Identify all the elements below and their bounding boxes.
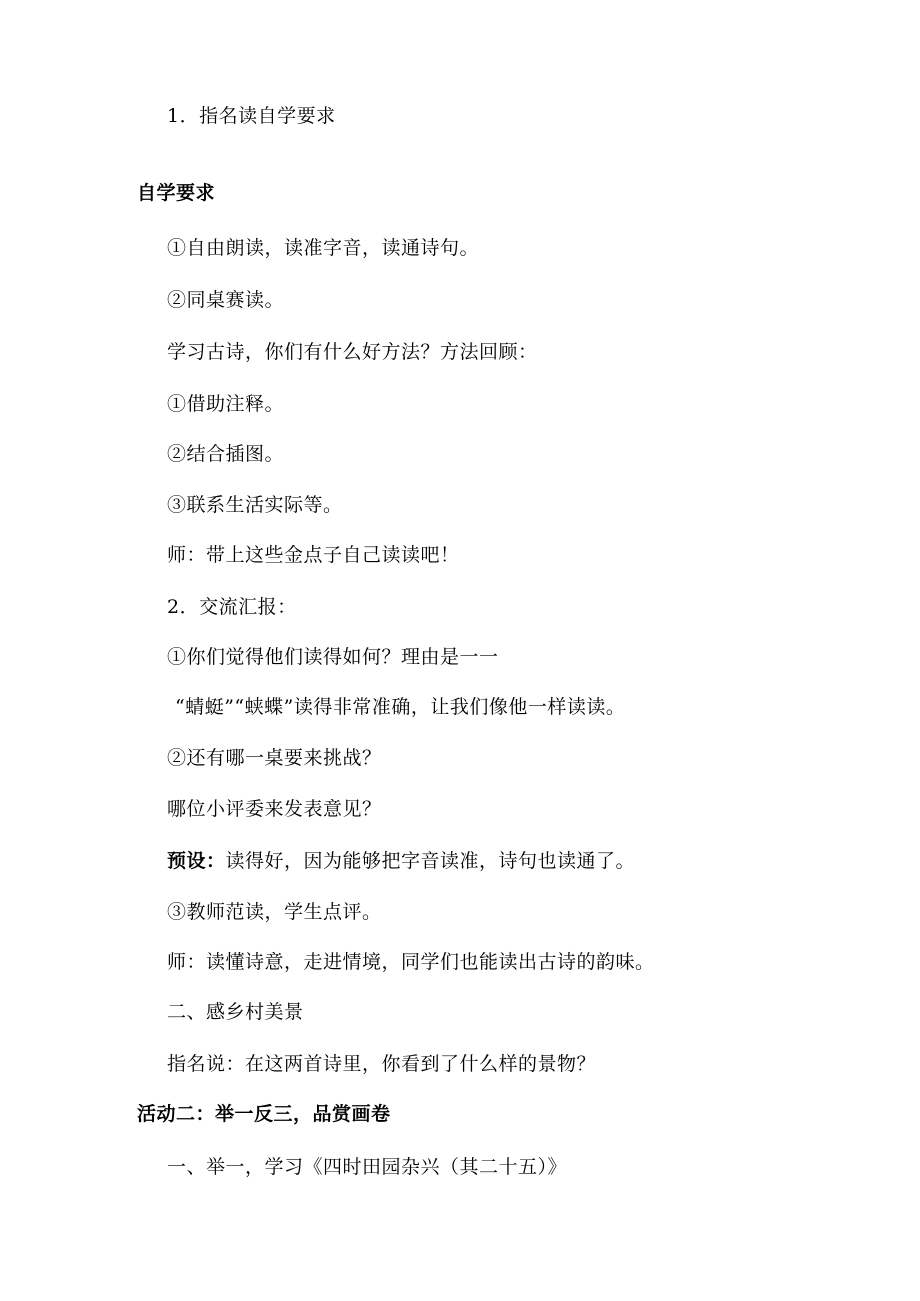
exchange-item-3: ③教师范读，学生点评。	[167, 901, 382, 923]
scenery-question: 指名说：在这两首诗里，你看到了什么样的景物？	[167, 1053, 597, 1075]
teacher-line-2: 师：读懂诗意，走进情境，同学们也能读出古诗的韵味。	[167, 951, 655, 973]
method-item-3: ③联系生活实际等。	[167, 494, 343, 516]
method-item-2: ②结合插图。	[167, 443, 285, 465]
method-item-1: ①借助注释。	[167, 393, 285, 415]
preset-label: 预设：	[167, 850, 226, 872]
exchange-quote-line: “蜻蜓”“蛱蝶”读得非常准确，让我们像他一样读读。	[175, 696, 626, 718]
self-study-requirements-heading: 自学要求	[137, 182, 216, 204]
activity-two-heading: 活动二：举一反三，品赏画卷	[137, 1103, 391, 1125]
requirement-item-1: ①自由朗读，读准字音，读通诗句。	[167, 237, 480, 259]
preset-text: 读得好，因为能够把字音读准，诗句也读通了。	[225, 850, 636, 872]
exchange-item-2: ②还有哪一桌要来挑战？	[167, 747, 382, 769]
requirement-item-2: ②同桌赛读。	[167, 289, 285, 311]
section-two-heading: 二、感乡村美景	[167, 1001, 304, 1023]
teacher-line-1: 师：带上这些金点子自己读读吧！	[167, 544, 460, 566]
step-2-heading: 2．交流汇报：	[167, 596, 297, 618]
judge-question: 哪位小评委来发表意见？	[167, 798, 382, 820]
preset-line	[167, 849, 635, 873]
step-1-heading: 1．指名读自学要求	[167, 105, 336, 127]
poem-study-heading: 一、举一，学习《四时田园杂兴（其二十五）》	[167, 1156, 568, 1178]
methods-question: 学习古诗，你们有什么好方法？方法回顾：	[167, 341, 538, 363]
exchange-item-1: ①你们觉得他们读得如何？理由是一一	[167, 646, 499, 668]
